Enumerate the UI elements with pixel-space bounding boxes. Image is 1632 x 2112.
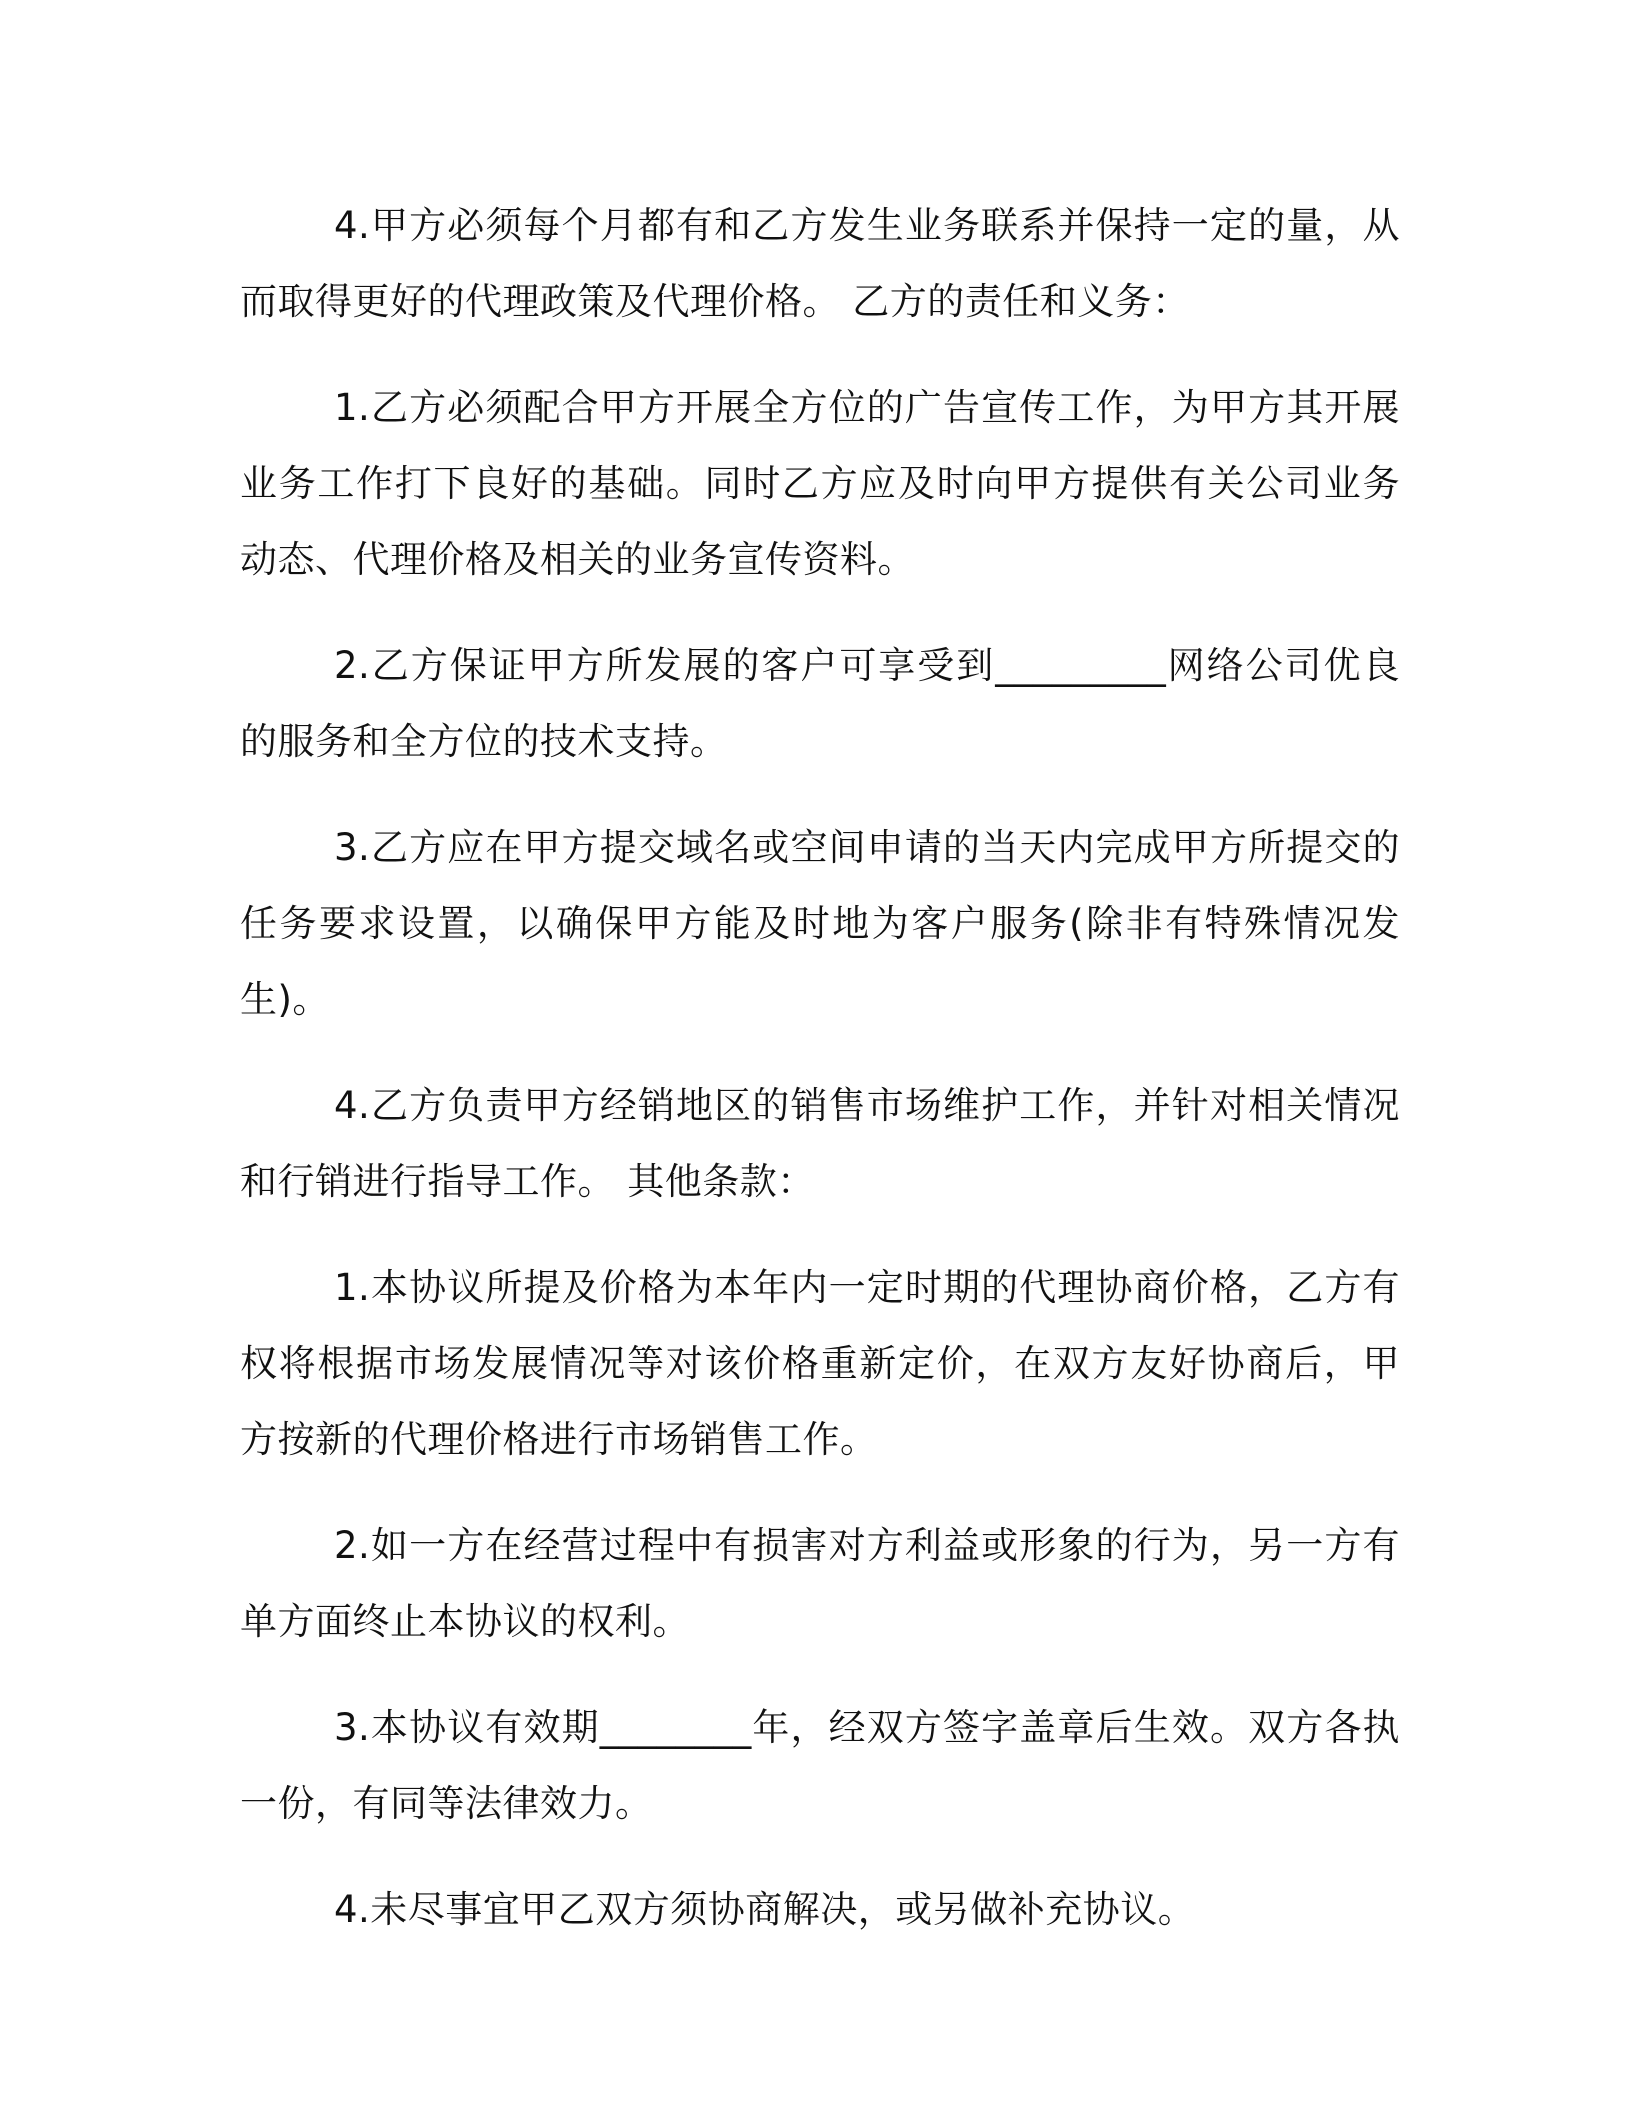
document-body [240,188,1400,1948]
paragraph-party-b-obligation-3: 3.乙方应在甲方提交域名或空间申请的当天内完成甲方所提交的任务要求设置，以确保甲方能及时地为客户服务(除非有特殊情况发生)。 [240,826,1400,1021]
paragraph-other-terms-3: 3.本协议有效期________年，经双方签字盖章后生效。双方各执一份，有同等法律效力。 [240,1706,1400,1825]
paragraph-party-b-obligation-4: 4.乙方负责甲方经销地区的销售市场维护工作，并针对相关情况和行销进行指导工作。 其他条款： [240,1084,1400,1203]
paragraph-other-terms-1: 1.本协议所提及价格为本年内一定时期的代理协商价格，乙方有权将根据市场发展情况等对该价格重新定价，在双方友好协商后，甲方按新的代理价格进行市场销售工作。 [240,1266,1400,1461]
paragraph-other-terms-4: 4.未尽事宜甲乙双方须协商解决，或另做补充协议。 [334,1888,1196,1931]
paragraph-other-terms-2: 2.如一方在经营过程中有损害对方利益或形象的行为，另一方有单方面终止本协议的权利。 [240,1524,1400,1643]
paragraph-party-b-obligation-1: 1.乙方必须配合甲方开展全方位的广告宣传工作，为甲方其开展业务工作打下良好的基础。同时乙方应及时向甲方提供有关公司业务动态、代理价格及相关的业务宣传资料。 [240,386,1400,581]
paragraph-party-a-obligation-4: 4.甲方必须每个月都有和乙方发生业务联系并保持一定的量，从而取得更好的代理政策及代理价格。 乙方的责任和义务： [240,204,1400,323]
paragraph-party-b-obligation-2: 2.乙方保证甲方所发展的客户可享受到_________网络公司优良的服务和全方位的技术支持。 [240,644,1400,763]
